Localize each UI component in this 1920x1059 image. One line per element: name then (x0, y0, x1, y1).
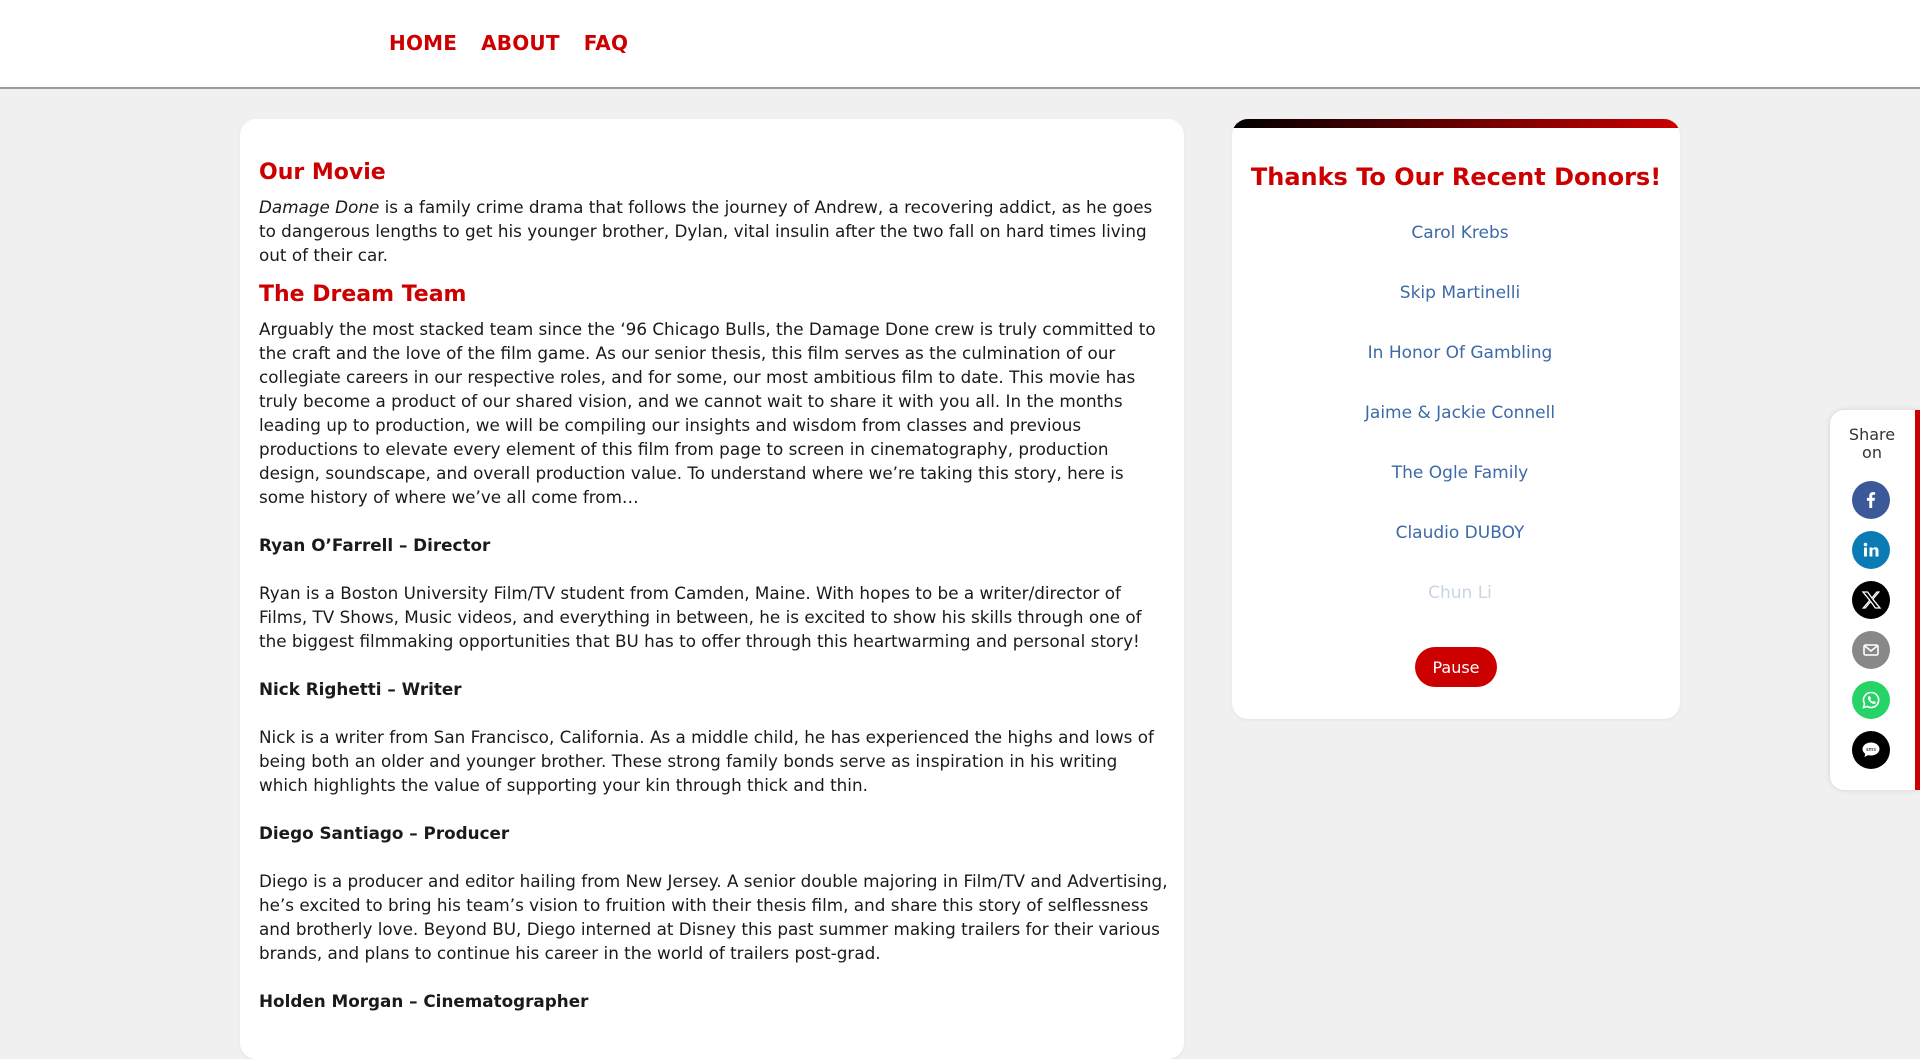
content-body (259, 159, 1169, 1013)
member-bio: Ryan is a Boston University Film/TV student from Camden, Maine. With hopes to be a writer/director of Films, TV Shows, Music videos, and everything in between, he is excited to show his skills through one of the biggest filmmaking opportunities that BU has to offer through this heartwarming and personal story! (259, 583, 1142, 651)
movie-synopsis-text: is a family crime drama that follows the journey of Andrew, a recovering addict, as he goes to dangerous lengths to get his younger brother, Dylan, vital insulin after the two fall on hard times living out of their car. (259, 197, 1153, 265)
member-name: Nick Righetti – Writer (259, 679, 462, 699)
email-icon (1861, 640, 1881, 660)
donors-card-accent-bar (1232, 119, 1680, 128)
member-name: Diego Santiago – Producer (259, 823, 510, 843)
share-panel-accent-edge (1915, 410, 1920, 790)
donor-name: Claudio DUBOY (1395, 523, 1525, 543)
share-label (1830, 426, 1914, 462)
whatsapp-icon (1860, 689, 1882, 711)
member-name: Ryan O’Farrell – Director (259, 535, 491, 555)
sms-share-button[interactable] (1852, 731, 1890, 769)
svg-text:sms: sms (1865, 747, 1877, 754)
facebook-share-button[interactable] (1852, 481, 1890, 519)
share-panel (1830, 410, 1920, 790)
linkedin-share-button[interactable] (1852, 531, 1890, 569)
main-nav (389, 31, 628, 55)
donor-name: In Honor Of Gambling (1367, 343, 1553, 363)
member-bio: Nick is a writer from San Francisco, California. As a middle child, he has experienced the highs and lows of being both an older and younger brother. These strong family bonds serve as inspiration in his writing which highlights the value of supporting your kin through thick and thin. (259, 727, 1154, 795)
member-name: Holden Morgan – Cinematographer (259, 991, 589, 1011)
x-icon (1860, 589, 1882, 611)
member-bio: Diego is a producer and editor hailing from New Jersey. A senior double majoring in Film/TV and Advertising, he’s excited to bring his team’s vision to fruition with their thesis film, and share this story of selflessness and brotherly love. Beyond BU, Diego interned at Disney this past summer making trailers for their various brands, and plans to continue his career in the world of trailers post-grad. (259, 871, 1168, 963)
donor-name: Chun Li (1428, 583, 1492, 603)
x-share-button[interactable] (1852, 581, 1890, 619)
nav-about-link[interactable]: ABOUT (481, 31, 560, 55)
share-label-line2: on (1862, 443, 1882, 462)
our-movie-heading: Our Movie (259, 160, 386, 185)
dream-team-heading: The Dream Team (259, 282, 467, 307)
movie-title: Damage Done (259, 197, 380, 217)
share-label-line1: Share (1848, 425, 1896, 444)
facebook-icon (1861, 490, 1881, 510)
donor-name: Carol Krebs (1411, 223, 1509, 243)
pause-button[interactable]: Pause (1415, 647, 1497, 687)
nav-home-link[interactable]: HOME (389, 31, 458, 55)
whatsapp-share-button[interactable] (1852, 681, 1890, 719)
linkedin-icon (1861, 540, 1881, 560)
donor-name: Skip Martinelli (1399, 283, 1521, 303)
top-navigation-bar (0, 0, 1920, 89)
donors-title: Thanks To Our Recent Donors! (1250, 163, 1662, 191)
content-card (240, 119, 1184, 1059)
donor-name: Jaime & Jackie Connell (1364, 403, 1556, 423)
donor-list (1232, 221, 1680, 641)
donors-card (1232, 119, 1680, 719)
movie-synopsis (259, 195, 1169, 267)
email-share-button[interactable] (1852, 631, 1890, 669)
sms-icon (1859, 738, 1883, 762)
team-intro-text: Arguably the most stacked team since the ‘96 Chicago Bulls, the Damage Done crew is truly committed to the craft and the love of the film game. As our senior thesis, this film serves as the culmination of our collegiate careers in our respective roles, and for some, our most ambitious film to date. This movie has truly become a product of our shared vision, and we cannot wait to share it with you all. In the months leading up to production, we will be compiling our insights and wisdom from classes and previous productions to elevate every element of this film from page to screen in cinematography, production design, soundscape, and overall production value. To understand where we’re taking this story, here is some history of where we’ve all come from… (259, 319, 1156, 507)
nav-faq-link[interactable]: FAQ (583, 31, 629, 55)
donor-name: The Ogle Family (1391, 463, 1529, 483)
